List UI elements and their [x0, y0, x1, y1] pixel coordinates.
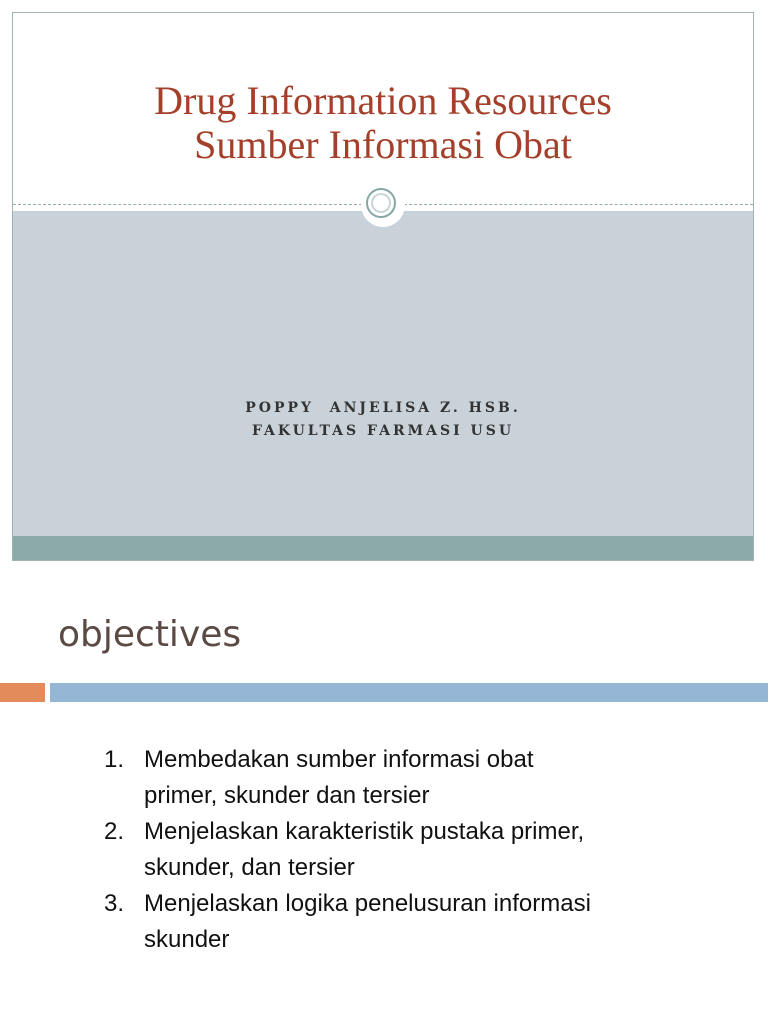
item-number: 1.: [104, 746, 125, 773]
item-line: skunder, dan tersier: [144, 854, 355, 881]
item-line: skunder: [144, 926, 230, 953]
item-number: 3.: [104, 890, 125, 917]
faculty-name: FAKULTAS FARMASI USU: [251, 423, 515, 439]
list-item: [100, 886, 700, 958]
title-area: [13, 13, 753, 207]
item-number: 2.: [104, 818, 125, 845]
item-line: Membedakan sumber informasi obat: [144, 746, 534, 773]
bottom-band: [13, 536, 753, 560]
item-line: Menjelaskan karakteristik pustaka primer,: [144, 818, 585, 845]
item-line: primer, skunder dan tersier: [144, 782, 430, 809]
slide-title: [13, 79, 753, 167]
subtitle-area: [13, 211, 753, 537]
accent-bar-blue: [50, 683, 768, 702]
list-item: [100, 814, 700, 886]
title-line-1: Drug Information Resources: [154, 78, 612, 123]
objectives-slide: [0, 582, 768, 1024]
objectives-heading: objectives: [58, 614, 242, 655]
objectives-list: [100, 742, 700, 958]
title-slide: [12, 12, 754, 561]
title-line-2: Sumber Informasi Obat: [194, 122, 572, 167]
list-item: [100, 742, 700, 814]
author-name: POPPY ANJELISA Z. HSB.: [245, 400, 521, 416]
accent-bar-orange: [0, 683, 45, 702]
circle-ornament-icon: [361, 183, 405, 227]
circle-inner-ring: [366, 188, 396, 218]
slide-subtitle: [13, 397, 753, 443]
item-line: Menjelaskan logika penelusuran informasi: [144, 890, 591, 917]
